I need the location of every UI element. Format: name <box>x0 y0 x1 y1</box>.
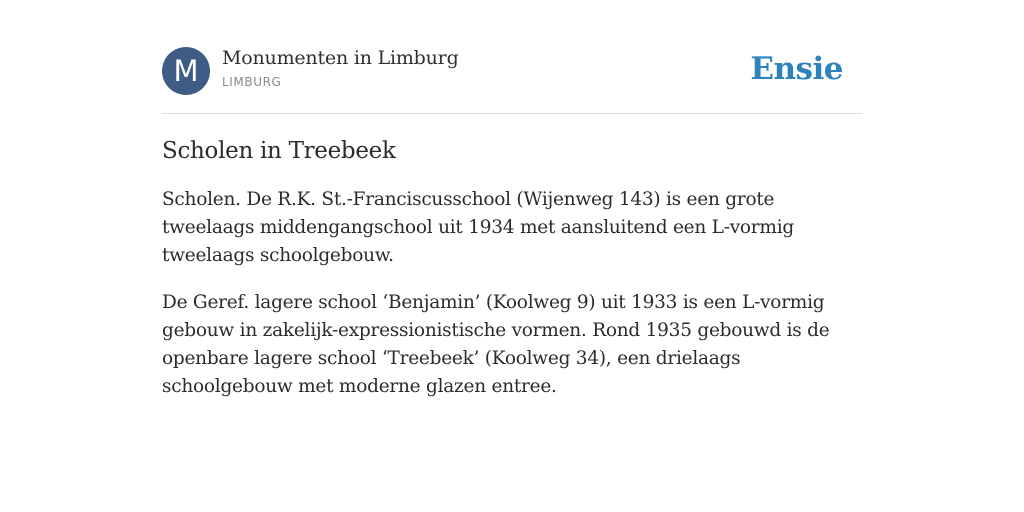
article-paragraph: De Geref. lagere school ‘Benjamin’ (Koolweg 9) uit 1933 is een L-vormig gebouw in zakelijk-expressionistische vormen. Rond 1935 gebouwd is de openbare lagere school ‘Treebeek’ (Koolweg 34), een drielaags schoolgebouw met moderne glazen entree. <box>162 292 830 397</box>
source-header <box>162 44 862 114</box>
article-paragraph: Scholen. De R.K. St.-Franciscusschool (Wijenweg 143) is een grote tweelaags middengangschool uit 1934 met aansluitend een L-vormig tweelaags schoolgebouw. <box>162 189 794 266</box>
content-card <box>162 44 862 401</box>
article-title: Scholen in Treebeek <box>162 138 396 164</box>
source-title[interactable]: Monumenten in Limburg <box>222 47 459 69</box>
brand-logo[interactable]: Ensie <box>750 51 843 87</box>
source-subtitle: LIMBURG <box>222 75 282 89</box>
avatar[interactable]: M <box>162 47 210 95</box>
